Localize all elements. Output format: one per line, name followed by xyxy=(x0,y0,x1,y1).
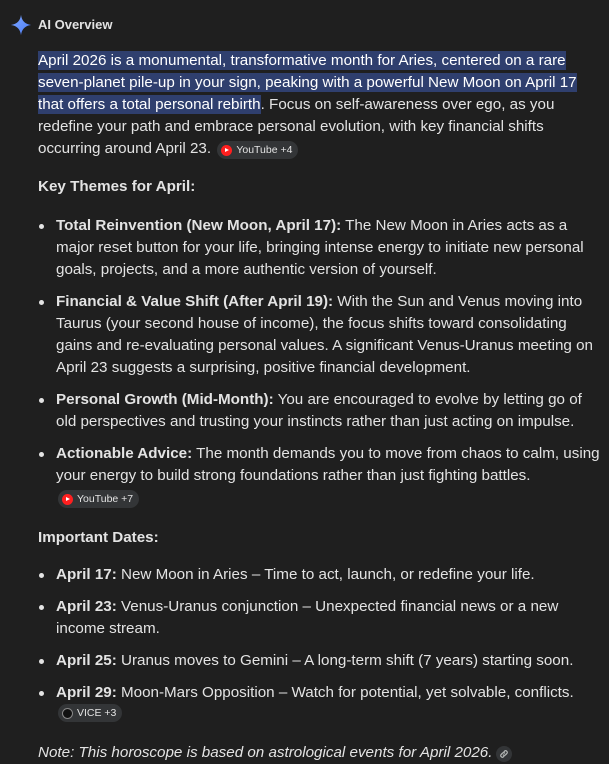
important-dates-heading: Important Dates: xyxy=(38,529,159,546)
item-text: Venus-Uranus conjunction – Unexpected financial news or a new income stream. xyxy=(56,598,559,637)
source-chip-youtube[interactable] xyxy=(217,141,298,159)
list-item xyxy=(38,291,604,379)
item-text: Uranus moves to Gemini – A long-term shift (7 years) starting soon. xyxy=(116,652,574,669)
list-item xyxy=(38,215,604,281)
source-chip-label: YouTube +7 xyxy=(77,493,134,505)
source-chip-label: YouTube +4 xyxy=(236,144,293,156)
item-date: April 23: xyxy=(56,598,117,615)
source-chip-label: VICE +3 xyxy=(77,707,117,719)
item-title: Actionable Advice: xyxy=(56,445,193,462)
item-date: April 29: xyxy=(56,684,117,701)
intro-paragraph xyxy=(38,50,604,160)
ai-sparkle-icon xyxy=(10,14,32,36)
item-text: With the Sun and Venus moving into Taurus (your second house of income), the focus shifts toward consolidating gains and re-evaluating personal values. A significant Venus-Uranus meeting on April 23 suggests a surprising, positive financial development. xyxy=(56,293,593,376)
item-title: Personal Growth (Mid-Month): xyxy=(56,391,274,408)
item-text: The New Moon in Aries acts as a major reset button for your life, bringing intense energy to initiate new personal goals, projects, and a more authentic version of yourself. xyxy=(56,217,584,278)
ai-overview-header xyxy=(10,13,112,37)
youtube-icon xyxy=(62,494,73,505)
overview-content xyxy=(38,50,604,764)
item-text: The month demands you to move from chaos to calm, using your energy to build strong foundations rather than just fighting battles. xyxy=(56,445,600,484)
ai-overview-title: AI Overview xyxy=(38,17,113,32)
vice-icon xyxy=(62,708,73,719)
list-item xyxy=(38,596,604,640)
key-themes-heading: Key Themes for April: xyxy=(38,178,196,195)
intro-rest: . Focus on self-awareness over ego, as you redefine your path and embrace personal evolution, with key financial shifts occurring around April 23. xyxy=(38,96,555,157)
note-text: Note: This horoscope is based on astrological events for April 2026. xyxy=(38,743,493,761)
key-themes-list xyxy=(38,215,604,509)
item-text: New Moon in Aries – Time to act, launch, or redefine your life. xyxy=(116,566,535,583)
highlighted-summary: April 2026 is a monumental, transformative month for Aries, centered on a rare seven-planet pile-up in your sign, peaking with a powerful New Moon on April 17 that offers a total personal rebirth xyxy=(38,52,577,113)
item-text: You are encouraged to evolve by letting go of old perspectives and trusting your instincts rather than just acting on impulse. xyxy=(56,391,582,430)
list-item xyxy=(38,389,604,433)
horoscope-note xyxy=(38,742,604,764)
source-chip-youtube[interactable] xyxy=(58,490,139,508)
item-title: Total Reinvention (New Moon, April 17): xyxy=(56,217,342,234)
source-chip-vice[interactable] xyxy=(58,704,122,722)
item-date: April 17: xyxy=(56,566,117,583)
youtube-icon xyxy=(221,145,232,156)
link-icon xyxy=(499,749,509,759)
list-item xyxy=(38,443,604,509)
item-date: April 25: xyxy=(56,652,117,669)
item-title: Financial & Value Shift (After April 19): xyxy=(56,293,334,310)
item-text: Moon-Mars Opposition – Watch for potential, yet solvable, conflicts. xyxy=(116,684,574,701)
important-dates-list xyxy=(38,564,604,727)
link-button[interactable] xyxy=(496,746,512,762)
list-item xyxy=(38,650,604,672)
list-item xyxy=(38,682,604,727)
list-item xyxy=(38,564,604,586)
